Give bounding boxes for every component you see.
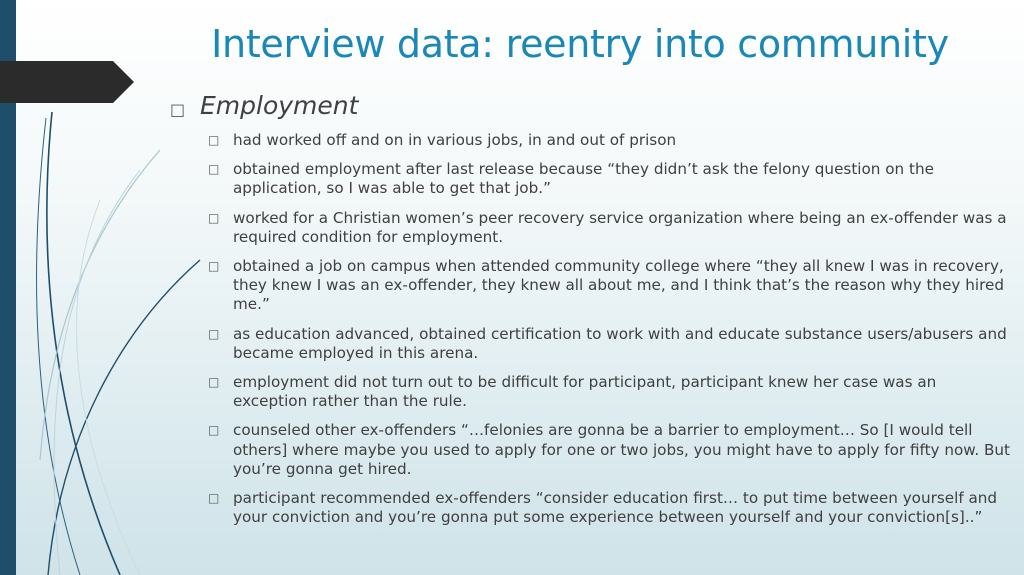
list-item (208, 209, 1010, 247)
list-item (208, 421, 1010, 479)
level1-heading: Employment (200, 91, 359, 120)
list-item (208, 257, 1010, 315)
open-square-bullet-icon: □ (208, 491, 220, 506)
list-item-text: employment did not turn out to be difficult for participant, participant knew her case was an exception rather than the rule. (233, 373, 937, 411)
open-square-bullet-icon: □ (208, 326, 220, 341)
open-square-bullet-icon: □ (170, 100, 186, 119)
list-item-text: obtained a job on campus when attended community college where “they all knew I was in recovery, they knew I was an ex-offender, they knew all about me, and I think that’s the reason why they hired me.” (233, 257, 1004, 314)
list-item-text: obtained employment after last release because “they didn’t ask the felony question on the application, so I was able to get that job.” (233, 160, 934, 198)
open-square-bullet-icon: □ (208, 375, 220, 390)
list-item-text: counseled other ex-offenders “…felonies are gonna be a barrier to employment… So [I would tell others] where maybe you used to apply for one or two jobs, you might have to apply for fifty now. But you’re gonna get hired. (233, 421, 1010, 478)
open-square-bullet-icon: □ (208, 259, 220, 274)
slide-content (170, 88, 1010, 527)
list-item-text: as education advanced, obtained certification to work with and educate substance users/abusers and became employed in this arena. (233, 324, 1007, 362)
list-item (208, 325, 1010, 363)
list-item (208, 489, 1010, 527)
arrow-tab-shape (0, 61, 134, 103)
list-item-text: worked for a Christian women’s peer recovery service organization where being an ex-offender was a required condition for employment. (233, 208, 1007, 246)
open-square-bullet-icon: □ (208, 423, 220, 438)
list-item (208, 131, 1010, 150)
sub-bullet-list (170, 131, 1010, 527)
list-item (208, 373, 1010, 411)
page-title: Interview data: reentry into community (211, 22, 949, 66)
level1-bullet (170, 88, 1010, 124)
open-square-bullet-icon: □ (208, 162, 220, 177)
list-item-text: had worked off and on in various jobs, in and out of prison (233, 131, 677, 149)
open-square-bullet-icon: □ (208, 210, 220, 225)
open-square-bullet-icon: □ (208, 133, 220, 147)
list-item-text: participant recommended ex-offenders “consider education first… to put time between yourself and your conviction and you’re gonna put some experience between yourself and your conviction[s]..” (233, 489, 998, 527)
list-item (208, 160, 1010, 198)
